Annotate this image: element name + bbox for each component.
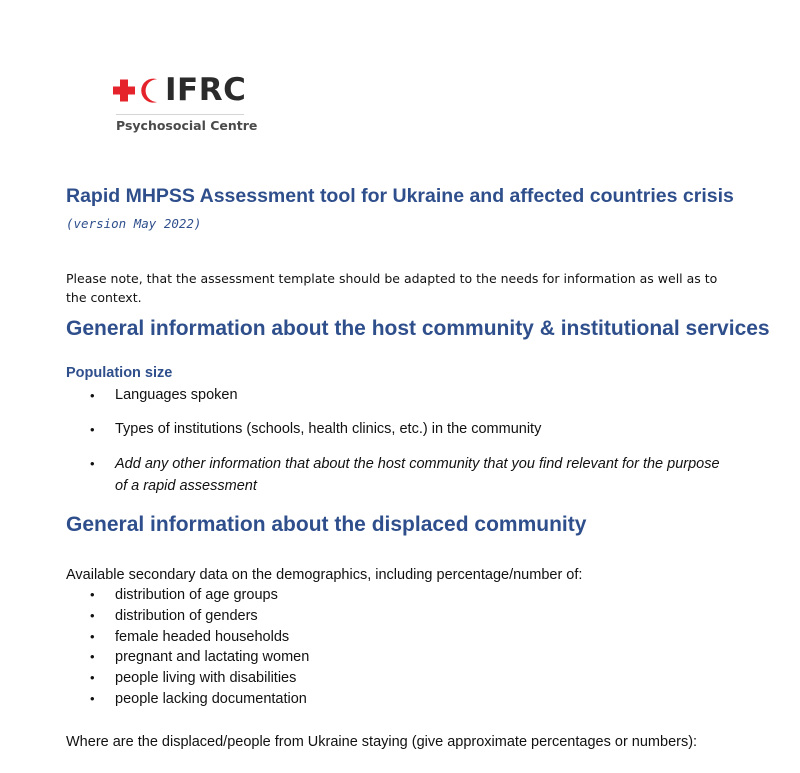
bullet-icon: • xyxy=(90,388,95,403)
section-heading-host-community: General information about the host community & institutional services xyxy=(66,317,770,340)
bullet-icon: • xyxy=(90,670,95,686)
bullet-icon: • xyxy=(90,607,95,623)
document-title: Rapid MHPSS Assessment tool for Ukraine and affected countries crisis xyxy=(66,185,734,207)
red-cross-crescent-icon xyxy=(112,76,164,106)
demographics-list xyxy=(90,585,730,710)
bullet-icon: • xyxy=(90,587,95,602)
bullet-icon: • xyxy=(90,628,95,644)
bullet-icon: • xyxy=(90,649,95,665)
bullet-icon: • xyxy=(90,690,95,706)
host-community-list xyxy=(90,385,730,497)
list-item: • distribution of genders xyxy=(90,606,730,627)
logo-divider xyxy=(116,114,244,115)
section-heading-displaced-community: General information about the displaced community xyxy=(66,513,587,536)
bullet-icon: • xyxy=(90,422,95,437)
logo-wordmark: IFRC xyxy=(165,72,247,108)
list-item: • Languages spoken xyxy=(90,385,730,406)
list-item: • people lacking documentation xyxy=(90,689,730,710)
document-version: (version May 2022) xyxy=(66,216,202,231)
list-item: • Add any other information that about the host community that you find relevant for the purpose of a rapid assessment xyxy=(90,453,730,497)
list-item: • distribution of age groups xyxy=(90,585,730,606)
displaced-location-question: Where are the displaced/people from Ukraine staying (give approximate percentages or numbers): xyxy=(66,734,698,750)
logo-subtitle: Psychosocial Centre xyxy=(116,118,258,133)
demographics-intro: Available secondary data on the demographics, including percentage/number of: xyxy=(66,567,583,583)
list-item: • pregnant and lactating women xyxy=(90,647,730,668)
list-item: • Types of institutions (schools, health clinics, etc.) in the community xyxy=(90,419,730,440)
subheading-population-size: Population size xyxy=(66,365,173,381)
list-item: • female headed households xyxy=(90,627,730,648)
list-item: • people living with disabilities xyxy=(90,668,730,689)
document-note: Please note, that the assessment template should be adapted to the needs for information as well as to the context. xyxy=(66,271,718,305)
bullet-icon: • xyxy=(90,456,95,471)
ifrc-logo xyxy=(112,72,258,134)
